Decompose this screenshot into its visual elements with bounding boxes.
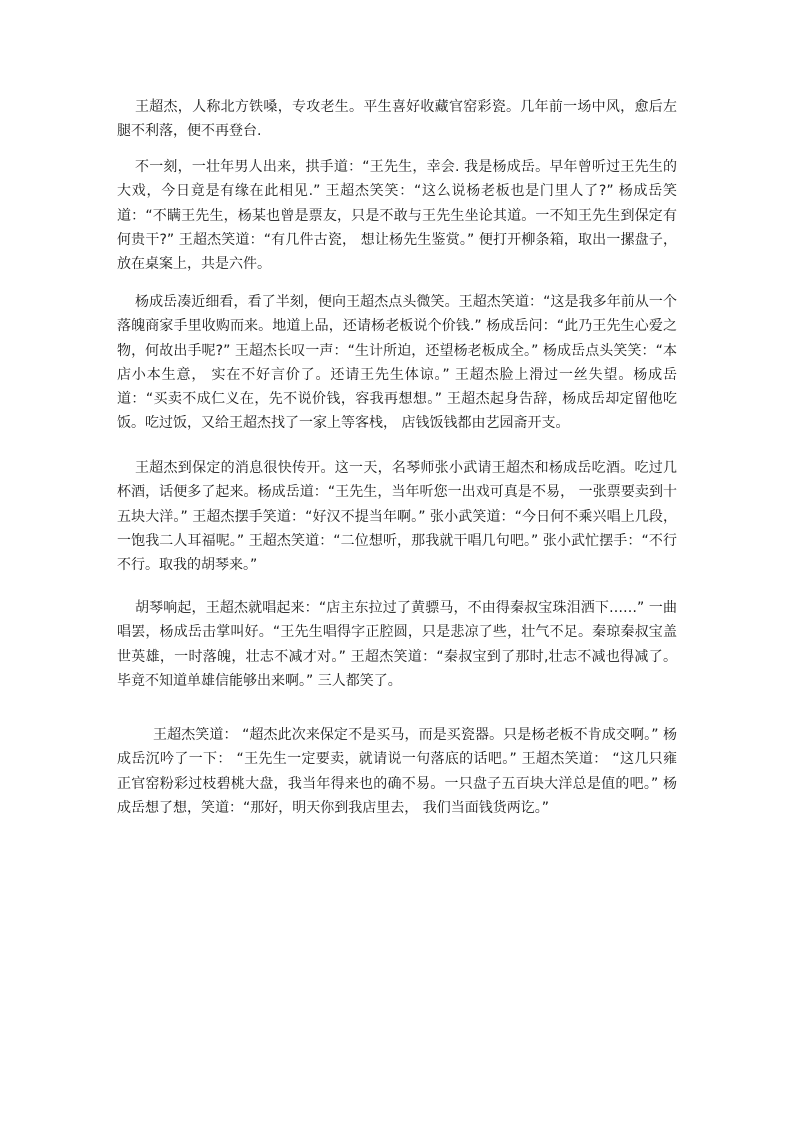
paragraph-6: 王超杰笑道： “超杰此次来保定不是买马，而是买瓷器。只是杨老板不肯成交啊。” 杨成岳沉吟了一下： “王先生一定要卖，就请说一句落底的话吧。” 王超杰笑道： “这几只雍正官窑粉彩过枝碧桃大盘，我当年得来也的确不易。一只盘子五百块大洋总是值的吧。” 杨成岳想了想，笑道：“那好，明天你到我店里去， 我们当面钱货两讫。” (117, 727, 677, 816)
paragraph-1: 王超杰，人称北方铁嗓，专攻老生。平生喜好收藏官窑彩瓷。几年前一场中风，愈后左腿不利落，便不再登台. (117, 99, 677, 140)
paragraph-4: 王超杰到保定的消息很快传开。这一天，名琴师张小武请王超杰和杨成岳吃酒。吃过几杯酒，话便多了起来。杨成岳道：“王先生，当年听您一出戏可真是不易， 一张票要卖到十五块大洋。” 王超杰摆手笑道：“好汉不提当年啊。” 张小武笑道：“今日何不乘兴唱上几段，一饱我二人耳福呢。” 王超杰笑道：“二位想听，那我就干唱几句吧。” 张小武忙摆手：“不行不行。取我的胡琴来。” (117, 460, 677, 574)
paragraph-5: 胡琴响起，王超杰就唱起来：“店主东拉过了黄骠马，不由得秦叔宝珠泪洒下……” 一曲唱罢，杨成岳击掌叫好。“王先生唱得字正腔圆，只是悲凉了些，壮气不足。秦琼秦叔宝盖世英雄，一时落魄，壮志不减才对。” 王超杰笑道：“秦叔宝到了那时,壮志不减也得减了。毕竟不知道单雄信能够出来啊。” 三人都笑了。 (117, 600, 677, 689)
paragraph-2: 不一刻，一壮年男人出来，拱手道：“王先生，幸会. 我是杨成岳。早年曾听过王先生的大戏，今日竟是有缘在此相见.” 王超杰笑笑：“这么说杨老板也是门里人了?” 杨成岳笑道：“不瞒王先生，杨某也曾是票友，只是不敢与王先生坐论其道。一不知王先生到保定有何贵干?” 王超杰笑道：“有几件古瓷， 想让杨先生鉴赏。” 便打开柳条箱，取出一摞盘子，放在桌案上，共是六件。 (117, 159, 677, 273)
paragraph-3: 杨成岳凑近细看，看了半刻，便向王超杰点头微笑。王超杰笑道：“这是我多年前从一个落魄商家手里收购而来。地道上品，还请杨老板说个价钱.” 杨成岳问：“此乃王先生心爱之物，何故出手呢?” 王超杰长叹一声：“生计所迫，还望杨老板成全。” 杨成岳点头笑笑：“本店小本生意， 实在不好言价了。还请王先生体谅。” 王超杰脸上滑过一丝失望。杨成岳道：“买卖不成仁义在，先不说价钱，容我再想想。” 王超杰起身告辞，杨成岳却定留他吃饭。吃过饭，又给王超杰找了一家上等客栈， 店钱饭钱都由艺园斋开支。 (117, 294, 677, 432)
